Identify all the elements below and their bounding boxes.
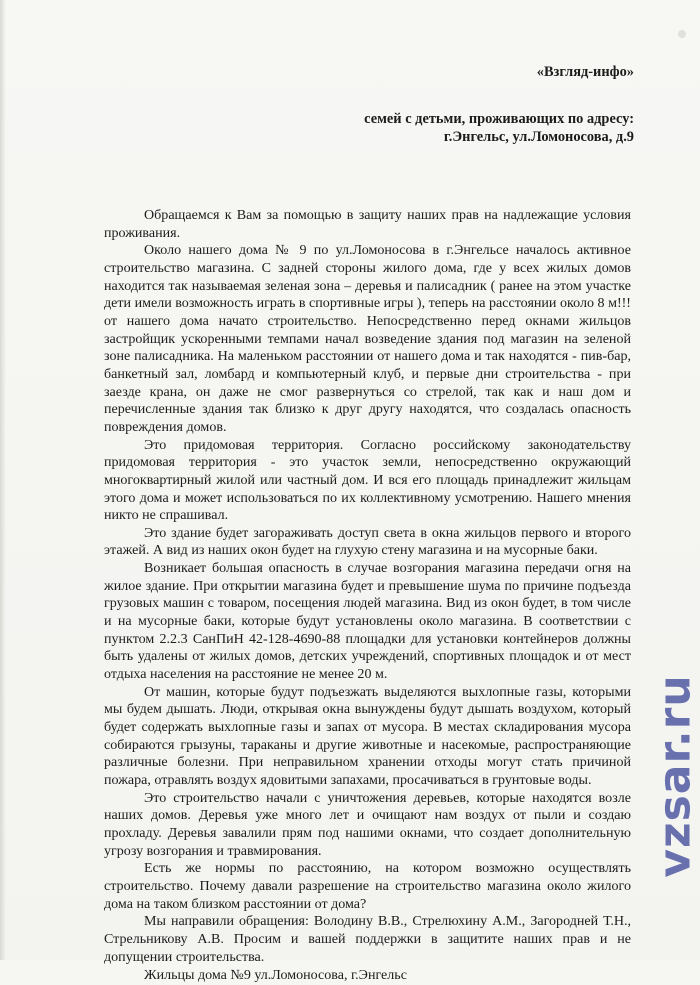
paragraph-territory: Это придомовая территория. Согласно российскому законодательству придомовая территория - это участок земли, непосредственно окружающий многоквартирный жилой или частный дом. И вся его площадь принадлежит жильцам этого дома и может использоваться по их коллективному усмотрению. Нашего мнения никто не спрашивал. <box>104 437 631 525</box>
paragraph-intro: Обращаемся к Вам за помощью в защиту наших прав на надлежащие условия проживания. <box>104 207 631 242</box>
letter-body <box>104 207 631 985</box>
paragraph-exhaust: От машин, которые будут подъезжать выделяются выхлопные газы, которыми мы будем дышать. Люди, открывая окна вынуждены будут дышать воздухом, который будет содержать выхлопные газы и запах от мусора. В местах складирования мусора собираются грызуны, тараканы и другие животные и насекомые, распространяющие различные болезни. При неправильном хранении отходы могут стать причиной пожара, отравлять воздух ядовитыми запахами, просачиваться в грунтовые воды. <box>104 684 631 790</box>
signature-line: Жильцы дома №9 ул.Ломоносова, г.Энгельс <box>104 967 631 985</box>
watermark-text: vzsar.ru <box>650 674 700 877</box>
sender-line: семей с детьми, проживающих по адресу: <box>364 111 634 128</box>
paragraph-trees: Это строительство начали с уничтожения деревьев, которые находятся возле наших домов. Деревья уже много лет и очищают нам воздух от пыли и создаю прохладу. Деревья завалили прям под нашими окнами, что создает дополнительную угрозу возгорания и травмирования. <box>104 790 631 861</box>
paragraph-appeals: Мы направили обращения: Володину В.В., Стрелюхину А.М., Загородней Т.Н., Стрельникову А.В. Просим и вашей поддержки в защитите наших прав и не допущении строительства. <box>104 913 631 966</box>
paragraph-fire-danger: Возникает большая опасность в случае возгорания магазина передачи огня на жилое здание. При открытии магазина будет и превышение шума по причине подъезда грузовых машин с товаром, посещения людей магазина. Вид из окон будет, в том числе и на мусорные баки, которые будут установлены около магазина. В соответствии с пунктом 2.2.3 СанПиН 42-128-4690-88 площадки для установки контейнеров должны быть удалены от жилых домов, детских учреждений, спортивных площадок и от мест отдыха населения на расстояние не менее 20 м. <box>104 560 631 684</box>
paragraph-norms: Есть же нормы по расстоянию, на котором возможно осуществлять строительство. Почему давали разрешение на строительство магазина около жилого дома на таком близком расстоянии от дома? <box>104 860 631 913</box>
watermark <box>652 606 698 946</box>
scan-edge-shadow <box>0 0 6 960</box>
paragraph-light: Это здание будет загораживать доступ света в окна жильцов первого и второго этажей. А вид из наших окон будет на глухую стену магазина и на мусорные баки. <box>104 525 631 560</box>
sender-address-line: г.Энгельс, ул.Ломоносова, д.9 <box>444 129 634 146</box>
paragraph-construction: Около нашего дома № 9 по ул.Ломоносова в г.Энгельсе началось активное строительство магазина. С задней стороны жилого дома, где у всех жилых домов находится так называемая зеленая зона – деревья и палисадник ( ранее на этом участке дети имели возможность играть в спортивные игры ), теперь на расстоянии около 8 м!!! от нашего дома начато строительство. Непосредственно перед окнами жильцов застройщик ускоренными темпами начал возведение здания под магазин на зеленой зоне палисадника. На маленьком расстоянии от нашего дома и так находятся - пив-бар, банкетный зал, ломбард и компьютерный клуб, и первые дни строительства - при заезде крана, он даже не смог развернуться со стрелой, так как и наш дом и перечисленные здания так близко к друг другу находятся, что создалась опасность повреждения домов. <box>104 242 631 436</box>
addressee-line: «Взгляд-инфо» <box>537 64 634 81</box>
scan-spot <box>678 30 686 38</box>
